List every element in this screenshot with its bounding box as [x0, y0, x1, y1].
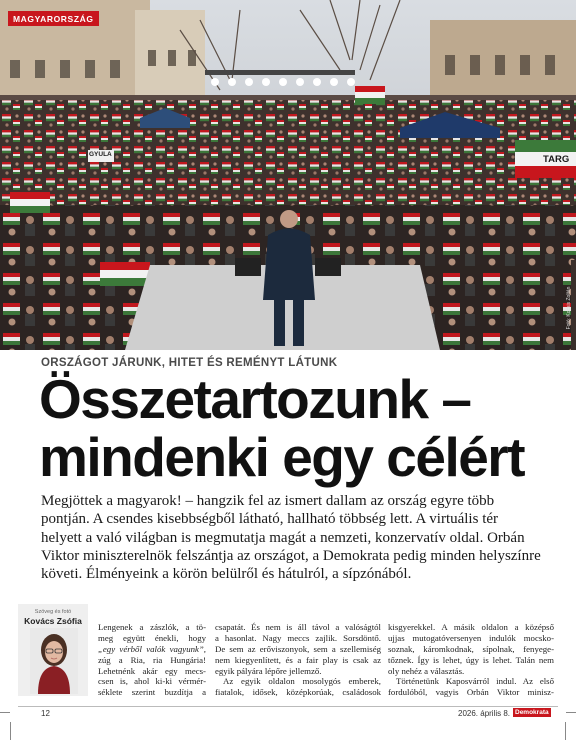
crop-mark: [0, 712, 10, 713]
column-line: „egy vérből valók vagyunk”,: [98, 643, 206, 654]
column-line: séklete szerint buzdítja a: [98, 687, 206, 698]
article-lead: Megjöttek a magyarok! – hangzik fel az ismert dallam az ország egyre több pontján. A csendes kisebbségből látható, hallható többség lett. A virtuális tér helyett a való világban is megmutatja magát a nemzeti, konzervatív oldal. Orbán Viktor miniszterelnök felszántja az országot, a Demokrata pedig minden helyszínre követi. Élményeink a körön belülről és hátulról, a sípzónából.: [41, 493, 541, 583]
issue-date: 2026. április 8.: [458, 709, 511, 718]
footer-rule: [18, 706, 558, 707]
photo-credit-text: Fotó: Kocsis Zoltán: [566, 286, 572, 330]
rally-photo: [0, 0, 576, 350]
body-column-2: [215, 622, 381, 698]
column-line: nem kiegyenlített, és a fair play is csak az: [215, 654, 381, 665]
column-line: De sem az erőviszonyok, sem a szellemiség: [215, 643, 381, 654]
headline-line-2: mindenki egy célért: [39, 426, 525, 488]
column-line: ujjas mutogatóversenyen indulók mocsko-: [388, 632, 554, 643]
crop-mark: [10, 722, 11, 740]
column-line: meg együtt énekli, hogy: [98, 632, 206, 643]
body-column-1: [98, 622, 206, 698]
column-line: Lehetnénk akár egy mecs-: [98, 665, 206, 676]
column-line: tőznek. Így is lehet, úgy is lehet. Talán nem: [388, 654, 554, 665]
column-line: Történetünk Kaposvárról indul. Az első: [396, 676, 554, 687]
headline-line-1: Összetartozunk –: [39, 368, 471, 430]
crop-mark: [566, 712, 576, 713]
article-headline: [39, 370, 559, 486]
column-line: Az egyik oldalon mosolygós emberek,: [223, 676, 381, 687]
brand-logo: Demokrata: [515, 709, 549, 716]
column-line: a hasonlat. Nagy meccs zajlik. Sorsdöntő.: [215, 632, 381, 643]
photo-credit: [564, 268, 574, 348]
column-line: zúg a Ria, ria Hungária!: [98, 654, 206, 665]
article-kicker: ORSZÁGOT JÁRUNK, HITET ÉS REMÉNYT LÁTUNK: [41, 357, 338, 369]
author-role: Szöveg és fotó: [34, 609, 72, 615]
column-line: soznak, káromkodnak, sípolnak, fenyege-: [388, 643, 554, 654]
column-line: egyik pályára lépőre jellemző.: [215, 665, 322, 676]
crowd-sign-right: TARG: [543, 154, 570, 165]
author-box: [18, 604, 88, 696]
column-line: csapatát. És nem is áll távol a valóságtól: [215, 622, 381, 632]
rally-crowd-image: [0, 0, 576, 350]
crop-mark: [565, 722, 566, 740]
page-number: 12: [41, 709, 50, 718]
column-line: oly nehéz a választás.: [388, 665, 465, 676]
author-portrait: [30, 628, 78, 694]
column-line: csen is, ahol ki-ki vérmér-: [98, 676, 206, 687]
column-line: fordulóból, vagyis Orbán Viktor minisz-: [388, 687, 554, 698]
section-tag: MAGYARORSZÁG: [8, 11, 99, 26]
column-line: Lengenek a zászlók, a tö-: [98, 622, 206, 632]
column-line: kisgyerekkel. A másik oldalon a középső: [388, 622, 554, 632]
column-line: fiatalok, idősek, középkorúak, családosok: [215, 687, 381, 698]
body-column-3: [388, 622, 554, 698]
author-name: Kovács Zsófia: [24, 616, 82, 626]
crowd-sign-left: GYULA: [89, 151, 112, 158]
